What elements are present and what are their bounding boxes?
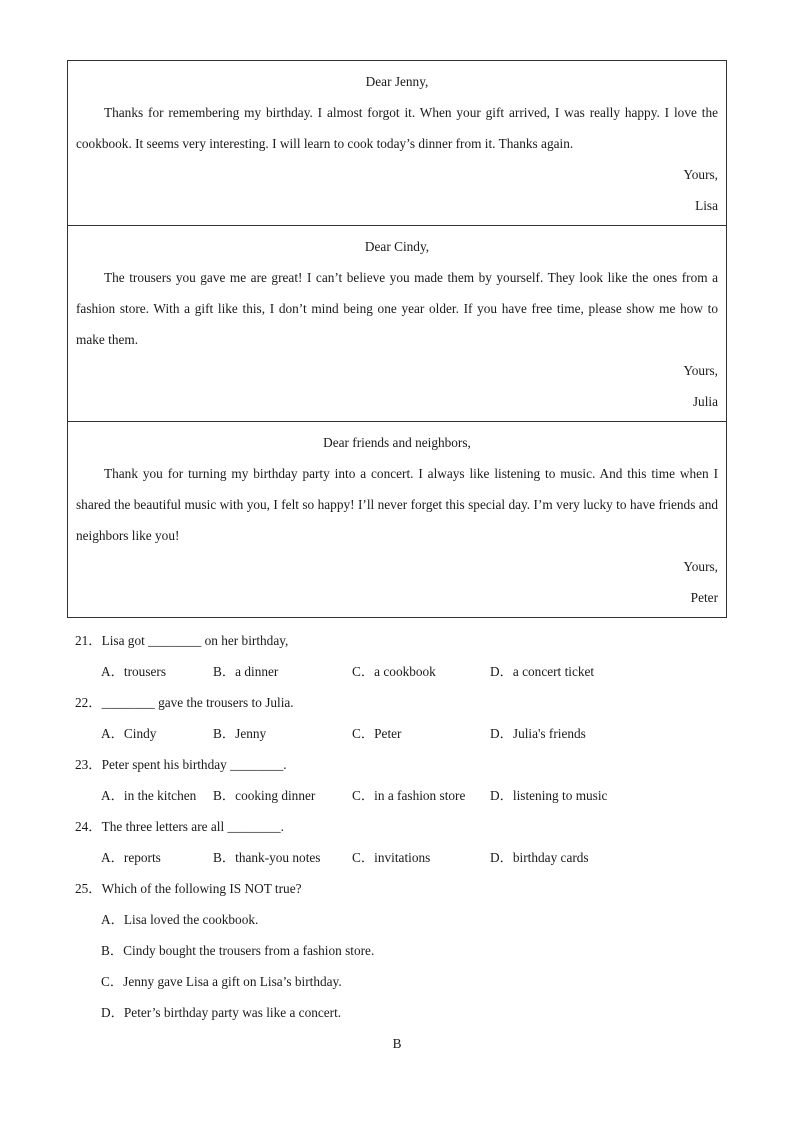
section-label: B bbox=[392, 1036, 402, 1051]
letter-signature: Julia bbox=[692, 394, 718, 409]
option-d: D．listening to music bbox=[490, 788, 608, 803]
option-c: C．Jenny gave Lisa a gift on Lisa’s birthday. bbox=[101, 974, 342, 989]
option-b: B．thank-you notes bbox=[213, 850, 321, 865]
option-c: C．a cookbook bbox=[352, 664, 436, 679]
option-a: A．reports bbox=[101, 850, 161, 865]
question-21 bbox=[75, 625, 735, 687]
letter-salutation: Dear Cindy, bbox=[364, 239, 430, 254]
option-c: C．Peter bbox=[352, 726, 402, 741]
letter-body: The trousers you gave me are great! I can’t believe you made them by yourself. They look like the ones from a fashion store. With a gift like this, I don’t mind being one year older. If you have free time, please show me how to make them. bbox=[76, 270, 718, 347]
option-c: C．invitations bbox=[352, 850, 431, 865]
letter-salutation: Dear Jenny, bbox=[365, 74, 429, 89]
option-a: A．Lisa loved the cookbook. bbox=[101, 912, 259, 927]
option-b: B．Jenny bbox=[213, 726, 267, 741]
letter-signature: Peter bbox=[690, 590, 718, 605]
option-c: C．in a fashion store bbox=[352, 788, 466, 803]
question-23 bbox=[75, 749, 735, 811]
question-options bbox=[75, 842, 735, 873]
option-a: A．trousers bbox=[101, 664, 166, 679]
question-options bbox=[75, 718, 735, 749]
letter-closing: Yours, bbox=[683, 363, 718, 378]
option-d: D．a concert ticket bbox=[490, 664, 595, 679]
option-a: A．Cindy bbox=[101, 726, 157, 741]
option-d: D．birthday cards bbox=[490, 850, 589, 865]
questions-section bbox=[75, 625, 735, 1028]
letter-3 bbox=[68, 421, 726, 617]
question-stem: 25．Which of the following IS NOT true? bbox=[75, 881, 302, 896]
letter-salutation: Dear friends and neighbors, bbox=[323, 435, 471, 450]
question-stem: 23．Peter spent his birthday ________. bbox=[75, 757, 287, 772]
letter-closing: Yours, bbox=[683, 559, 718, 574]
option-d: D．Julia's friends bbox=[490, 726, 586, 741]
letter-signature: Lisa bbox=[695, 198, 718, 213]
question-22 bbox=[75, 687, 735, 749]
letter-closing: Yours, bbox=[683, 167, 718, 182]
question-stem: 21．Lisa got ________ on her birthday, bbox=[75, 633, 289, 648]
option-b: B．Cindy bought the trousers from a fashion store. bbox=[101, 943, 375, 958]
question-25 bbox=[75, 873, 735, 1028]
letter-1 bbox=[68, 61, 726, 225]
question-stem: 22．________ gave the trousers to Julia. bbox=[75, 695, 294, 710]
option-d: D．Peter’s birthday party was like a concert. bbox=[101, 1005, 342, 1020]
question-options bbox=[75, 656, 735, 687]
option-b: B．a dinner bbox=[213, 664, 279, 679]
option-b: B．cooking dinner bbox=[213, 788, 316, 803]
letter-2 bbox=[68, 225, 726, 421]
option-a: A．in the kitchen bbox=[101, 788, 197, 803]
letter-body: Thank you for turning my birthday party into a concert. I always like listening to music. And this time when I shared the beautiful music with you, I felt so happy! I’ll never forget this special day. I’m very lucky to have friends and neighbors like you! bbox=[76, 466, 718, 543]
letters-box bbox=[67, 60, 727, 618]
question-24 bbox=[75, 811, 735, 873]
question-stem: 24．The three letters are all ________. bbox=[75, 819, 284, 834]
question-options bbox=[75, 780, 735, 811]
letter-body: Thanks for remembering my birthday. I almost forgot it. When your gift arrived, I was really happy. I love the cookbook. It seems very interesting. I will learn to cook today’s dinner from it. Thanks again. bbox=[76, 105, 718, 151]
